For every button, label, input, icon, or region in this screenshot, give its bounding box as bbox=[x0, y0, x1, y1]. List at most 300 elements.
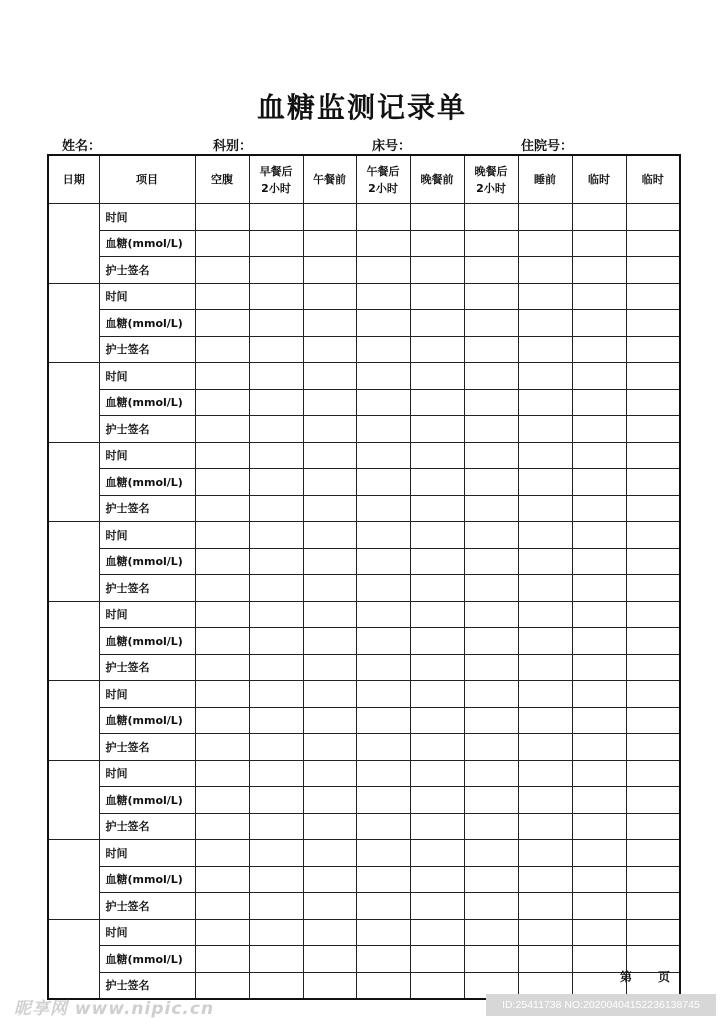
entry-cell[interactable] bbox=[356, 204, 410, 231]
entry-cell[interactable] bbox=[464, 628, 518, 655]
table-row bbox=[48, 416, 680, 443]
entry-cell[interactable] bbox=[303, 654, 356, 681]
entry-cell[interactable] bbox=[518, 654, 572, 681]
entry-cell[interactable] bbox=[518, 230, 572, 257]
entry-cell[interactable] bbox=[249, 283, 303, 310]
entry-cell[interactable] bbox=[410, 522, 464, 549]
entry-cell[interactable] bbox=[303, 946, 356, 973]
entry-cell[interactable] bbox=[303, 628, 356, 655]
date-cell[interactable] bbox=[48, 522, 99, 602]
entry-cell[interactable] bbox=[303, 787, 356, 814]
entry-cell[interactable] bbox=[356, 760, 410, 787]
entry-cell[interactable] bbox=[572, 310, 626, 337]
entry-cell[interactable] bbox=[572, 283, 626, 310]
date-cell[interactable] bbox=[48, 363, 99, 443]
entry-cell[interactable] bbox=[249, 548, 303, 575]
entry-cell[interactable] bbox=[626, 707, 680, 734]
entry-cell[interactable] bbox=[249, 363, 303, 390]
watermark-id: ID:25411738 NO:20200404152236138745 bbox=[486, 994, 716, 1016]
entry-cell[interactable] bbox=[626, 310, 680, 337]
entry-cell[interactable] bbox=[249, 601, 303, 628]
date-cell[interactable] bbox=[48, 919, 99, 999]
entry-cell[interactable] bbox=[195, 681, 249, 708]
entry-cell[interactable] bbox=[464, 813, 518, 840]
entry-cell[interactable] bbox=[303, 813, 356, 840]
entry-cell[interactable] bbox=[356, 601, 410, 628]
entry-cell[interactable] bbox=[626, 257, 680, 284]
entry-cell[interactable] bbox=[195, 654, 249, 681]
entry-cell[interactable] bbox=[356, 522, 410, 549]
entry-cell[interactable] bbox=[518, 840, 572, 867]
entry-cell[interactable] bbox=[249, 416, 303, 443]
entry-cell[interactable] bbox=[303, 919, 356, 946]
entry-cell[interactable] bbox=[249, 495, 303, 522]
entry-cell[interactable] bbox=[195, 257, 249, 284]
entry-cell[interactable] bbox=[195, 389, 249, 416]
entry-cell[interactable] bbox=[626, 363, 680, 390]
entry-cell[interactable] bbox=[195, 707, 249, 734]
entry-cell[interactable] bbox=[572, 336, 626, 363]
entry-cell[interactable] bbox=[410, 336, 464, 363]
entry-cell[interactable] bbox=[249, 522, 303, 549]
entry-cell[interactable] bbox=[410, 363, 464, 390]
entry-cell[interactable] bbox=[518, 495, 572, 522]
column-header: 午餐前 bbox=[303, 155, 356, 204]
entry-cell[interactable] bbox=[249, 389, 303, 416]
entry-cell[interactable] bbox=[464, 363, 518, 390]
item-label: 血糖(mmol/L) bbox=[99, 787, 195, 814]
entry-cell[interactable] bbox=[356, 283, 410, 310]
entry-cell[interactable] bbox=[572, 230, 626, 257]
entry-cell[interactable] bbox=[303, 469, 356, 496]
entry-cell[interactable] bbox=[356, 972, 410, 999]
entry-cell[interactable] bbox=[249, 760, 303, 787]
entry-cell[interactable] bbox=[518, 283, 572, 310]
entry-cell[interactable] bbox=[464, 601, 518, 628]
date-cell[interactable] bbox=[48, 283, 99, 363]
entry-cell[interactable] bbox=[464, 336, 518, 363]
entry-cell[interactable] bbox=[410, 442, 464, 469]
entry-cell[interactable] bbox=[303, 442, 356, 469]
entry-cell[interactable] bbox=[464, 919, 518, 946]
entry-cell[interactable] bbox=[626, 469, 680, 496]
entry-cell[interactable] bbox=[518, 601, 572, 628]
entry-cell[interactable] bbox=[356, 257, 410, 284]
entry-cell[interactable] bbox=[249, 734, 303, 761]
entry-cell[interactable] bbox=[572, 522, 626, 549]
entry-cell[interactable] bbox=[626, 283, 680, 310]
entry-cell[interactable] bbox=[626, 442, 680, 469]
entry-cell[interactable] bbox=[410, 787, 464, 814]
entry-cell[interactable] bbox=[626, 787, 680, 814]
entry-cell[interactable] bbox=[410, 893, 464, 920]
page-suffix: 页 bbox=[658, 970, 671, 984]
table-row bbox=[48, 628, 680, 655]
entry-cell[interactable] bbox=[303, 601, 356, 628]
page-prefix: 第 bbox=[620, 970, 633, 984]
entry-cell[interactable] bbox=[572, 416, 626, 443]
entry-cell[interactable] bbox=[572, 204, 626, 231]
entry-cell[interactable] bbox=[303, 707, 356, 734]
entry-cell[interactable] bbox=[572, 442, 626, 469]
entry-cell[interactable] bbox=[303, 734, 356, 761]
entry-cell[interactable] bbox=[249, 681, 303, 708]
entry-cell[interactable] bbox=[572, 760, 626, 787]
entry-cell[interactable] bbox=[249, 469, 303, 496]
entry-cell[interactable] bbox=[518, 336, 572, 363]
entry-cell[interactable] bbox=[195, 469, 249, 496]
entry-cell[interactable] bbox=[303, 893, 356, 920]
entry-cell[interactable] bbox=[626, 204, 680, 231]
entry-cell[interactable] bbox=[195, 416, 249, 443]
bed-label: 床号： bbox=[372, 139, 412, 154]
entry-cell[interactable] bbox=[464, 257, 518, 284]
entry-cell[interactable] bbox=[626, 416, 680, 443]
entry-cell[interactable] bbox=[195, 363, 249, 390]
table-row bbox=[48, 363, 680, 390]
entry-cell[interactable] bbox=[195, 336, 249, 363]
entry-cell[interactable] bbox=[410, 654, 464, 681]
entry-cell[interactable] bbox=[249, 919, 303, 946]
entry-cell[interactable] bbox=[518, 893, 572, 920]
entry-cell[interactable] bbox=[626, 601, 680, 628]
entry-cell[interactable] bbox=[626, 575, 680, 602]
entry-cell[interactable] bbox=[464, 389, 518, 416]
entry-cell[interactable] bbox=[303, 972, 356, 999]
entry-cell[interactable] bbox=[626, 840, 680, 867]
entry-cell[interactable] bbox=[626, 893, 680, 920]
entry-cell[interactable] bbox=[195, 628, 249, 655]
entry-cell[interactable] bbox=[518, 866, 572, 893]
entry-cell[interactable] bbox=[195, 522, 249, 549]
entry-cell[interactable] bbox=[464, 734, 518, 761]
entry-cell[interactable] bbox=[410, 813, 464, 840]
entry-cell[interactable] bbox=[303, 204, 356, 231]
entry-cell[interactable] bbox=[303, 840, 356, 867]
entry-cell[interactable] bbox=[249, 628, 303, 655]
entry-cell[interactable] bbox=[249, 866, 303, 893]
entry-cell[interactable] bbox=[626, 654, 680, 681]
entry-cell[interactable] bbox=[464, 310, 518, 337]
entry-cell[interactable] bbox=[626, 628, 680, 655]
entry-cell[interactable] bbox=[572, 628, 626, 655]
item-label: 血糖(mmol/L) bbox=[99, 310, 195, 337]
entry-cell[interactable] bbox=[410, 840, 464, 867]
entry-cell[interactable] bbox=[626, 681, 680, 708]
entry-cell[interactable] bbox=[356, 893, 410, 920]
entry-cell[interactable] bbox=[195, 840, 249, 867]
entry-cell[interactable] bbox=[464, 840, 518, 867]
entry-cell[interactable] bbox=[464, 416, 518, 443]
entry-cell[interactable] bbox=[626, 760, 680, 787]
entry-cell[interactable] bbox=[249, 257, 303, 284]
entry-cell[interactable] bbox=[410, 734, 464, 761]
entry-cell[interactable] bbox=[518, 204, 572, 231]
entry-cell[interactable] bbox=[410, 257, 464, 284]
entry-cell[interactable] bbox=[518, 389, 572, 416]
entry-cell[interactable] bbox=[195, 893, 249, 920]
entry-cell[interactable] bbox=[518, 760, 572, 787]
entry-cell[interactable] bbox=[356, 230, 410, 257]
entry-cell[interactable] bbox=[410, 628, 464, 655]
entry-cell[interactable] bbox=[303, 389, 356, 416]
entry-cell[interactable] bbox=[356, 654, 410, 681]
entry-cell[interactable] bbox=[572, 257, 626, 284]
entry-cell[interactable] bbox=[464, 575, 518, 602]
entry-cell[interactable] bbox=[249, 946, 303, 973]
entry-cell[interactable] bbox=[356, 840, 410, 867]
entry-cell[interactable] bbox=[626, 522, 680, 549]
entry-cell[interactable] bbox=[410, 283, 464, 310]
entry-cell[interactable] bbox=[626, 548, 680, 575]
entry-cell[interactable] bbox=[464, 654, 518, 681]
table-row bbox=[48, 548, 680, 575]
entry-cell[interactable] bbox=[356, 495, 410, 522]
entry-cell[interactable] bbox=[410, 681, 464, 708]
entry-cell[interactable] bbox=[626, 230, 680, 257]
entry-cell[interactable] bbox=[249, 840, 303, 867]
entry-cell[interactable] bbox=[464, 787, 518, 814]
entry-cell[interactable] bbox=[303, 760, 356, 787]
date-cell[interactable] bbox=[48, 442, 99, 522]
entry-cell[interactable] bbox=[572, 919, 626, 946]
entry-cell[interactable] bbox=[356, 442, 410, 469]
entry-cell[interactable] bbox=[303, 866, 356, 893]
entry-cell[interactable] bbox=[626, 919, 680, 946]
entry-cell[interactable] bbox=[410, 601, 464, 628]
column-header: 晚餐后 2小时 bbox=[464, 155, 518, 204]
entry-cell[interactable] bbox=[356, 416, 410, 443]
entry-cell[interactable] bbox=[356, 310, 410, 337]
entry-cell[interactable] bbox=[356, 363, 410, 390]
entry-cell[interactable] bbox=[195, 787, 249, 814]
entry-cell[interactable] bbox=[464, 204, 518, 231]
entry-cell[interactable] bbox=[356, 707, 410, 734]
entry-cell[interactable] bbox=[410, 548, 464, 575]
entry-cell[interactable] bbox=[518, 787, 572, 814]
entry-cell[interactable] bbox=[303, 363, 356, 390]
entry-cell[interactable] bbox=[249, 310, 303, 337]
entry-cell[interactable] bbox=[572, 893, 626, 920]
item-label: 时间 bbox=[99, 363, 195, 390]
entry-cell[interactable] bbox=[249, 787, 303, 814]
entry-cell[interactable] bbox=[572, 840, 626, 867]
entry-cell[interactable] bbox=[410, 469, 464, 496]
entry-cell[interactable] bbox=[356, 389, 410, 416]
entry-cell[interactable] bbox=[410, 919, 464, 946]
entry-cell[interactable] bbox=[572, 601, 626, 628]
entry-cell[interactable] bbox=[410, 760, 464, 787]
entry-cell[interactable] bbox=[518, 681, 572, 708]
entry-cell[interactable] bbox=[518, 734, 572, 761]
entry-cell[interactable] bbox=[410, 972, 464, 999]
column-header: 晚餐前 bbox=[410, 155, 464, 204]
entry-cell[interactable] bbox=[356, 628, 410, 655]
date-cell[interactable] bbox=[48, 681, 99, 761]
item-label: 护士签名 bbox=[99, 813, 195, 840]
entry-cell[interactable] bbox=[572, 787, 626, 814]
entry-cell[interactable] bbox=[464, 893, 518, 920]
entry-cell[interactable] bbox=[303, 230, 356, 257]
entry-cell[interactable] bbox=[410, 230, 464, 257]
entry-cell[interactable] bbox=[195, 310, 249, 337]
admission-number-label: 住院号： bbox=[521, 139, 574, 154]
entry-cell[interactable] bbox=[356, 575, 410, 602]
date-cell[interactable] bbox=[48, 760, 99, 840]
table-row bbox=[48, 681, 680, 708]
entry-cell[interactable] bbox=[572, 469, 626, 496]
entry-cell[interactable] bbox=[410, 416, 464, 443]
entry-cell[interactable] bbox=[249, 893, 303, 920]
entry-cell[interactable] bbox=[249, 336, 303, 363]
entry-cell[interactable] bbox=[572, 363, 626, 390]
entry-cell[interactable] bbox=[195, 442, 249, 469]
entry-cell[interactable] bbox=[195, 495, 249, 522]
item-label: 时间 bbox=[99, 681, 195, 708]
entry-cell[interactable] bbox=[195, 575, 249, 602]
entry-cell[interactable] bbox=[195, 734, 249, 761]
entry-cell[interactable] bbox=[572, 866, 626, 893]
entry-cell[interactable] bbox=[249, 442, 303, 469]
entry-cell[interactable] bbox=[303, 548, 356, 575]
entry-cell[interactable] bbox=[195, 283, 249, 310]
entry-cell[interactable] bbox=[464, 681, 518, 708]
entry-cell[interactable] bbox=[303, 575, 356, 602]
entry-cell[interactable] bbox=[195, 204, 249, 231]
entry-cell[interactable] bbox=[518, 257, 572, 284]
entry-cell[interactable] bbox=[626, 813, 680, 840]
entry-cell[interactable] bbox=[518, 310, 572, 337]
entry-cell[interactable] bbox=[464, 283, 518, 310]
entry-cell[interactable] bbox=[518, 442, 572, 469]
entry-cell[interactable] bbox=[572, 681, 626, 708]
entry-cell[interactable] bbox=[464, 495, 518, 522]
entry-cell[interactable] bbox=[518, 522, 572, 549]
entry-cell[interactable] bbox=[410, 389, 464, 416]
entry-cell[interactable] bbox=[464, 522, 518, 549]
date-cell[interactable] bbox=[48, 204, 99, 284]
column-header: 空腹 bbox=[195, 155, 249, 204]
entry-cell[interactable] bbox=[572, 813, 626, 840]
entry-cell[interactable] bbox=[572, 734, 626, 761]
entry-cell[interactable] bbox=[464, 230, 518, 257]
entry-cell[interactable] bbox=[195, 946, 249, 973]
entry-cell[interactable] bbox=[410, 575, 464, 602]
item-label: 血糖(mmol/L) bbox=[99, 866, 195, 893]
entry-cell[interactable] bbox=[518, 469, 572, 496]
entry-cell[interactable] bbox=[518, 707, 572, 734]
entry-cell[interactable] bbox=[356, 919, 410, 946]
entry-cell[interactable] bbox=[249, 230, 303, 257]
entry-cell[interactable] bbox=[626, 866, 680, 893]
entry-cell[interactable] bbox=[572, 495, 626, 522]
entry-cell[interactable] bbox=[464, 548, 518, 575]
entry-cell[interactable] bbox=[464, 866, 518, 893]
entry-cell[interactable] bbox=[303, 495, 356, 522]
entry-cell[interactable] bbox=[356, 813, 410, 840]
entry-cell[interactable] bbox=[572, 389, 626, 416]
entry-cell[interactable] bbox=[356, 946, 410, 973]
entry-cell[interactable] bbox=[626, 495, 680, 522]
entry-cell[interactable] bbox=[518, 548, 572, 575]
entry-cell[interactable] bbox=[410, 204, 464, 231]
entry-cell[interactable] bbox=[518, 363, 572, 390]
entry-cell[interactable] bbox=[410, 495, 464, 522]
entry-cell[interactable] bbox=[303, 416, 356, 443]
entry-cell[interactable] bbox=[249, 204, 303, 231]
entry-cell[interactable] bbox=[195, 813, 249, 840]
entry-cell[interactable] bbox=[464, 707, 518, 734]
entry-cell[interactable] bbox=[249, 707, 303, 734]
entry-cell[interactable] bbox=[303, 522, 356, 549]
entry-cell[interactable] bbox=[356, 681, 410, 708]
entry-cell[interactable] bbox=[410, 946, 464, 973]
entry-cell[interactable] bbox=[249, 575, 303, 602]
entry-cell[interactable] bbox=[626, 734, 680, 761]
entry-cell[interactable] bbox=[249, 654, 303, 681]
entry-cell[interactable] bbox=[195, 919, 249, 946]
entry-cell[interactable] bbox=[303, 283, 356, 310]
entry-cell[interactable] bbox=[303, 681, 356, 708]
entry-cell[interactable] bbox=[195, 230, 249, 257]
entry-cell[interactable] bbox=[356, 787, 410, 814]
entry-cell[interactable] bbox=[356, 469, 410, 496]
entry-cell[interactable] bbox=[518, 416, 572, 443]
entry-cell[interactable] bbox=[410, 310, 464, 337]
entry-cell[interactable] bbox=[195, 601, 249, 628]
entry-cell[interactable] bbox=[356, 336, 410, 363]
entry-cell[interactable] bbox=[195, 548, 249, 575]
entry-cell[interactable] bbox=[195, 866, 249, 893]
entry-cell[interactable] bbox=[464, 442, 518, 469]
entry-cell[interactable] bbox=[303, 310, 356, 337]
watermark-logo: 昵享网 www.nipic.cn bbox=[14, 999, 215, 1019]
entry-cell[interactable] bbox=[518, 919, 572, 946]
entry-cell[interactable] bbox=[410, 707, 464, 734]
date-cell[interactable] bbox=[48, 601, 99, 681]
item-label: 时间 bbox=[99, 919, 195, 946]
entry-cell[interactable] bbox=[249, 972, 303, 999]
entry-cell[interactable] bbox=[195, 760, 249, 787]
entry-cell[interactable] bbox=[464, 469, 518, 496]
entry-cell[interactable] bbox=[626, 389, 680, 416]
entry-cell[interactable] bbox=[249, 813, 303, 840]
item-label: 血糖(mmol/L) bbox=[99, 389, 195, 416]
date-cell[interactable] bbox=[48, 840, 99, 920]
entry-cell[interactable] bbox=[410, 866, 464, 893]
entry-cell[interactable] bbox=[518, 628, 572, 655]
entry-cell[interactable] bbox=[626, 946, 680, 973]
table-row bbox=[48, 336, 680, 363]
entry-cell[interactable] bbox=[303, 257, 356, 284]
entry-cell[interactable] bbox=[356, 734, 410, 761]
entry-cell[interactable] bbox=[572, 654, 626, 681]
entry-cell[interactable] bbox=[356, 548, 410, 575]
entry-cell[interactable] bbox=[518, 946, 572, 973]
entry-cell[interactable] bbox=[518, 813, 572, 840]
entry-cell[interactable] bbox=[356, 866, 410, 893]
entry-cell[interactable] bbox=[518, 575, 572, 602]
entry-cell[interactable] bbox=[303, 336, 356, 363]
entry-cell[interactable] bbox=[464, 946, 518, 973]
entry-cell[interactable] bbox=[572, 707, 626, 734]
table-header-row bbox=[48, 155, 680, 204]
entry-cell[interactable] bbox=[464, 760, 518, 787]
entry-cell[interactable] bbox=[572, 575, 626, 602]
entry-cell[interactable] bbox=[572, 548, 626, 575]
entry-cell[interactable] bbox=[626, 336, 680, 363]
entry-cell[interactable] bbox=[572, 946, 626, 973]
